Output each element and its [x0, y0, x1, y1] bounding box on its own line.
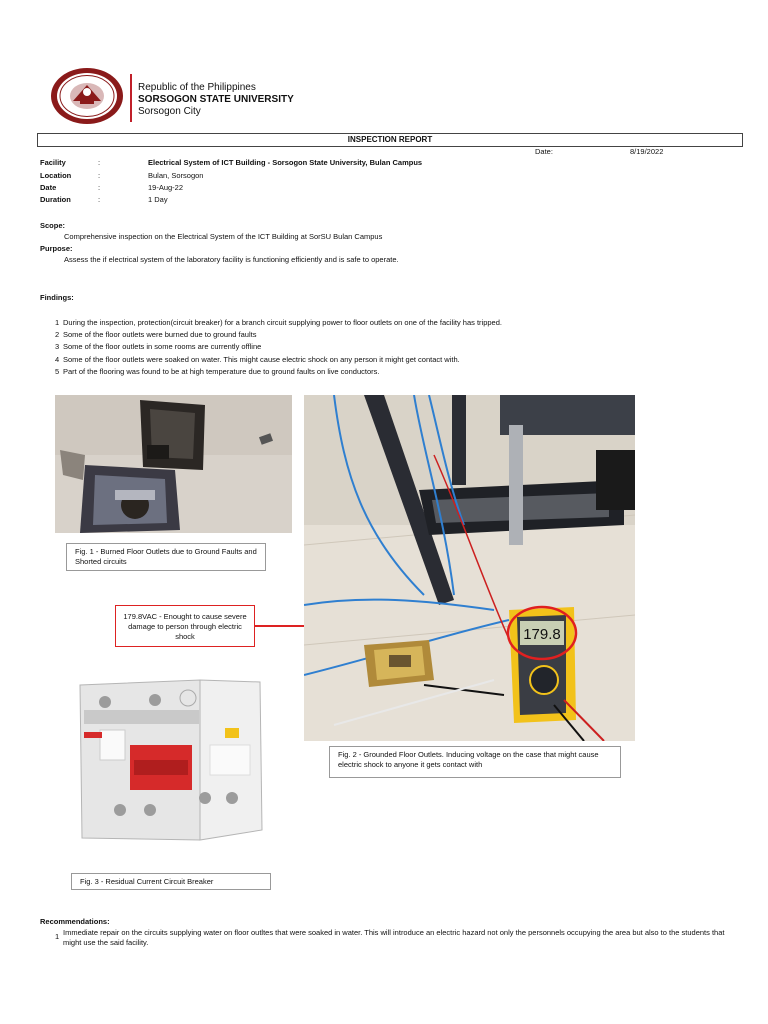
- multimeter-photo: [304, 395, 635, 741]
- header-university: SORSOGON STATE UNIVERSITY: [138, 94, 294, 105]
- purpose-text: Assess the if electrical system of the laboratory facility is functioning efficiently and is safe to operate.: [64, 255, 399, 264]
- date-row-label: Date: [40, 183, 57, 192]
- finding-number: 4: [55, 355, 60, 364]
- header-city: Sorsogon City: [138, 106, 201, 117]
- finding-number: 1: [55, 318, 60, 327]
- location-sep: :: [98, 171, 101, 180]
- recommendations-label: Recommendations:: [40, 917, 110, 926]
- header-country: Republic of the Philippines: [138, 82, 256, 93]
- location-value: Bulan, Sorsogon: [148, 171, 204, 180]
- rccb-photo: [70, 670, 285, 845]
- burned-outlets-photo: [55, 395, 292, 533]
- meter-reading: 179.8: [523, 626, 561, 643]
- voltage-callout: 179.8VAC - Enought to cause severe damage to person through electric shock: [115, 605, 255, 647]
- recommendation-number: 1: [55, 932, 60, 941]
- facility-value: Electrical System of ICT Building - Sorsogon State University, Bulan Campus: [148, 158, 423, 167]
- duration-sep: :: [98, 195, 101, 204]
- recommendation-text: Immediate repair on the circuits supplying water on floor outltes that were soaked in water. This will introduce an electric hazard not only the personnels occupying the area but also to the students that might use the said facility.: [63, 928, 725, 947]
- finding-text: During the inspection, protection(circuit breaker) for a branch circuit supplying power to floor outlets on one of the facility has tripped.: [63, 318, 502, 327]
- finding-number: 2: [55, 330, 60, 339]
- date-label: Date:: [535, 147, 553, 156]
- finding-text: Some of the floor outlets were burned due to ground faults: [63, 330, 257, 339]
- fig3-caption: Fig. 3 - Residual Current Circuit Breaker: [71, 873, 271, 890]
- purpose-label: Purpose:: [40, 244, 73, 253]
- facility-label: Facility: [40, 158, 66, 167]
- location-label: Location: [40, 171, 72, 180]
- finding-text: Part of the flooring was found to be at high temperature due to ground faults on live conductors.: [63, 367, 380, 376]
- finding-text: Some of the floor outlets in some rooms are currently offline: [63, 342, 262, 351]
- finding-text: Some of the floor outlets were soaked on water. This might cause electric shock on any person it might get contact with.: [63, 355, 460, 364]
- finding-number: 5: [55, 367, 60, 376]
- date-value: 8/19/2022: [630, 147, 664, 156]
- scope-label: Scope:: [40, 221, 66, 230]
- header-divider: [130, 74, 132, 122]
- duration-label: Duration: [40, 195, 71, 204]
- finding-number: 3: [55, 342, 60, 351]
- scope-text: Comprehensive inspection on the Electrical System of the ICT Building at SorSU Bulan Campus: [64, 232, 383, 241]
- report-title: INSPECTION REPORT: [37, 133, 743, 147]
- findings-label: Findings:: [40, 293, 74, 302]
- university-seal-logo: [50, 67, 124, 125]
- fig1-caption: Fig. 1 - Burned Floor Outlets due to Ground Faults and Shorted circuits: [66, 543, 266, 571]
- date-row-sep: :: [98, 183, 101, 192]
- facility-sep: :: [98, 158, 101, 167]
- duration-value: 1 Day: [148, 195, 168, 204]
- fig2-caption: Fig. 2 - Grounded Floor Outlets. Inducing voltage on the case that might cause electric shock to anyone it gets contact with: [329, 746, 621, 778]
- date-row-value: 19-Aug-22: [148, 183, 184, 192]
